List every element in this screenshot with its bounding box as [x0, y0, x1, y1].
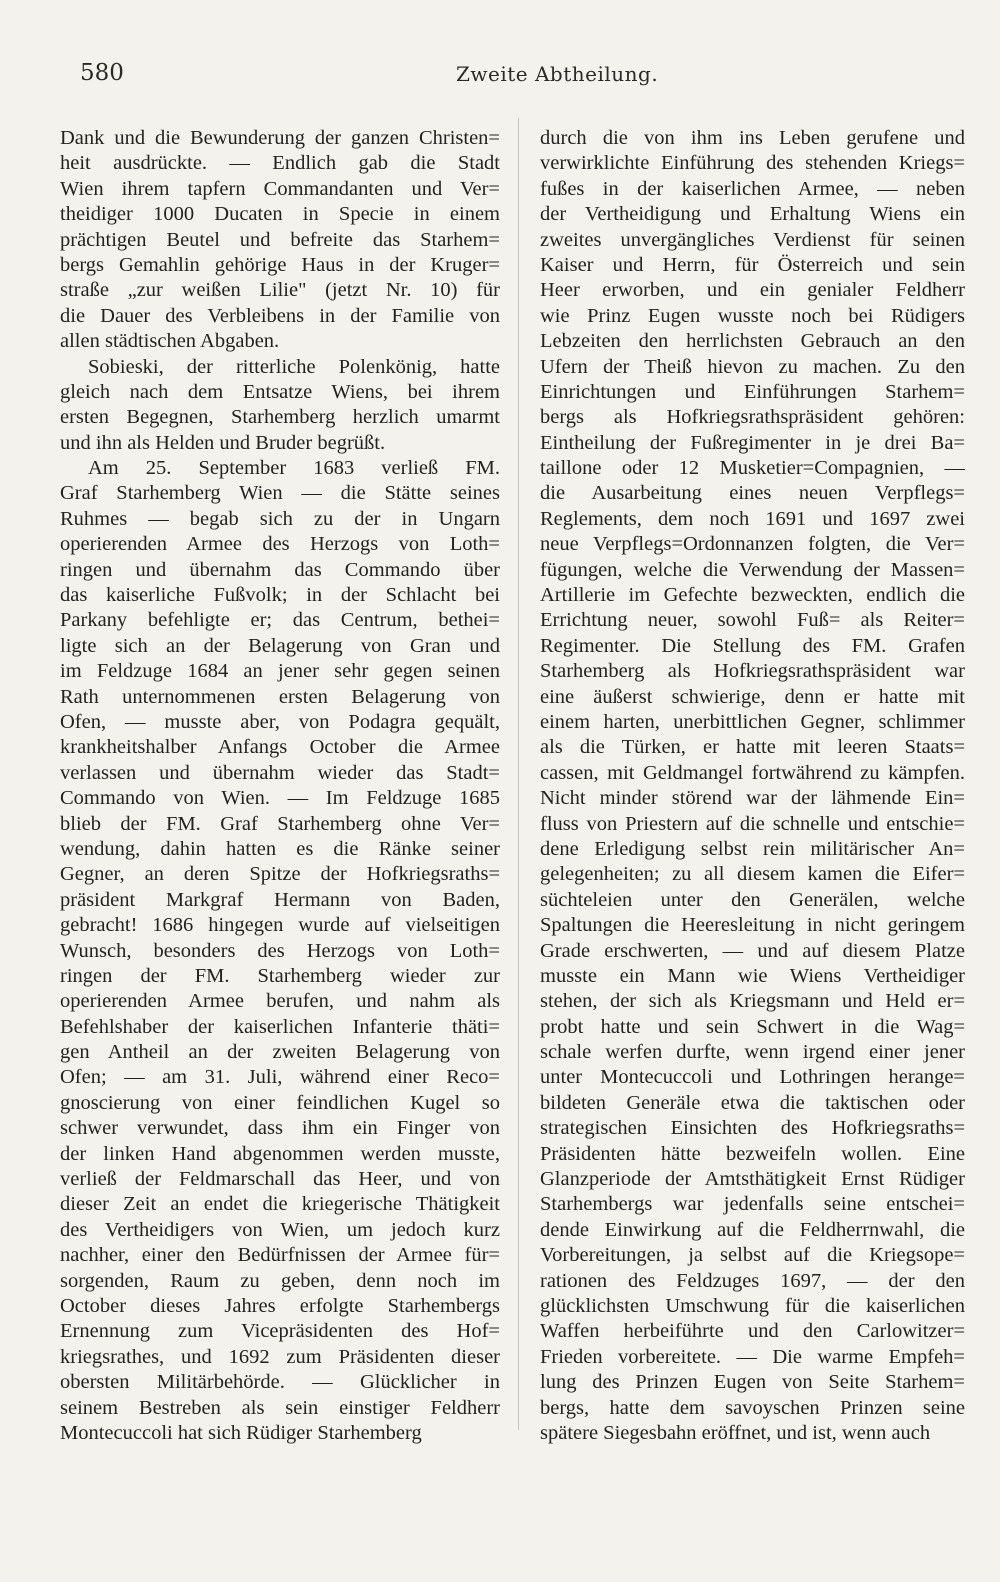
text-line: Präsidenten hätte bezweifeln wollen. Eine — [540, 1142, 965, 1165]
text-line: krankheitshalber Anfangs October die Armee — [60, 736, 500, 759]
left-text-column — [60, 126, 500, 1446]
text-line: rationen des Feldzuges 1697, — der den — [540, 1269, 965, 1292]
text-line: sorgenden, Raum zu geben, denn noch im — [60, 1269, 500, 1292]
text-line: blieb der FM. Graf Starhemberg ohne Ver= — [60, 812, 500, 835]
text-line: Ofen; — am 31. Juli, während einer Reco= — [60, 1066, 500, 1089]
text-line: Errichtung neuer, sowohl Fuß= als Reiter= — [540, 609, 965, 632]
text-line: ringen und übernahm das Commando über — [60, 558, 500, 581]
text-line: schale werfen durfte, wenn irgend einer jener — [540, 1041, 965, 1064]
text-line: Spaltungen die Heeresleitung in nicht geringem — [540, 914, 965, 937]
text-line: kriegsrathes, und 1692 zum Präsidenten dieser — [60, 1345, 500, 1368]
text-line: heit ausdrückte. — Endlich gab die Stadt — [60, 152, 500, 175]
text-line: theidiger 1000 Ducaten in Specie in einem — [60, 203, 500, 226]
text-line: Reglements, dem noch 1691 und 1697 zwei — [540, 507, 965, 530]
text-line: wie Prinz Eugen wusste noch bei Rüdigers — [540, 304, 965, 327]
text-line: der linken Hand abgenommen werden musste, — [60, 1142, 500, 1165]
running-head: Zweite Abtheilung. — [456, 62, 659, 86]
right-text-column — [540, 126, 965, 1446]
text-line: bergs Gemahlin gehörige Haus in der Kruger= — [60, 253, 500, 276]
text-line: dene Erledigung selbst rein militärischer An= — [540, 837, 965, 860]
text-line: Am 25. September 1683 verließ FM. — [88, 457, 500, 480]
text-line: dieser Zeit an endet die kriegerische Thätigkeit — [60, 1193, 500, 1216]
text-line: Befehlshaber der kaiserlichen Infanterie thäti= — [60, 1015, 500, 1038]
text-line: Grade erschwerten, — und auf diesem Platze — [540, 939, 965, 962]
text-line: verlassen und übernahm wieder das Stadt= — [60, 761, 500, 784]
text-line: bildeten Generäle etwa die taktischen oder — [540, 1091, 965, 1114]
text-line: strategischen Einsichten des Hofkriegsraths= — [540, 1117, 965, 1140]
text-line: neue Verpflegs=Ordonnanzen folgten, die Ver= — [540, 533, 965, 556]
text-line: Montecuccoli hat sich Rüdiger Starhemberg — [60, 1421, 422, 1444]
text-line: obersten Militärbehörde. — Glücklicher in — [60, 1371, 500, 1394]
text-line: fügungen, welche die Verwendung der Massen= — [540, 558, 965, 581]
text-line: im Feldzuge 1684 an jener sehr gegen seinen — [60, 660, 500, 683]
text-line: Regimenter. Die Stellung des FM. Grafen — [540, 634, 965, 657]
text-line: October dieses Jahres erfolgte Starhembergs — [60, 1294, 500, 1317]
text-line: straße „zur weißen Lilie" (jetzt Nr. 10) für — [60, 279, 500, 302]
text-line: das kaiserliche Fußvolk; in der Schlacht bei — [60, 584, 500, 607]
text-line: gleich nach dem Entsatze Wiens, bei ihrem — [60, 380, 500, 403]
column-divider — [518, 118, 519, 1430]
text-line: süchteleien unter den Generälen, welche — [540, 888, 965, 911]
text-line: Wien ihrem tapfern Commandanten und Ver= — [60, 177, 500, 200]
text-line: nachher, einer den Bedürfnissen der Armee für= — [60, 1244, 500, 1267]
text-line: Rath unternommenen ersten Belagerung von — [60, 685, 500, 708]
text-line: wendung, dahin hatten es die Ränke seiner — [60, 837, 500, 860]
text-line: Commando von Wien. — Im Feldzuge 1685 — [60, 787, 500, 810]
text-line: Graf Starhemberg Wien — die Stätte seines — [60, 482, 500, 505]
text-line: Glanzperiode der Amtsthätigkeit Ernst Rüdiger — [540, 1168, 965, 1191]
text-line: fußes in der kaiserlichen Armee, — neben — [540, 177, 965, 200]
text-line: fluss von Priestern auf die schnelle und entschie= — [540, 812, 965, 835]
text-line: Frieden vorbereitete. — Die warme Empfeh= — [540, 1345, 965, 1368]
text-line: Starhemberg als Hofkriegsrathspräsident war — [540, 660, 965, 683]
text-line: des Vertheidigers von Wien, um jedoch kurz — [60, 1218, 500, 1241]
text-line: stehen, der sich als Kriegsmann und Held er= — [540, 990, 965, 1013]
text-line: verließ der Feldmarschall das Heer, und von — [60, 1168, 500, 1191]
text-line: Ruhmes — begab sich zu der in Ungarn — [60, 507, 500, 530]
text-line: prächtigen Beutel und befreite das Starhem= — [60, 228, 500, 251]
text-line: gnoscierung von einer feindlichen Kugel so — [60, 1091, 500, 1114]
text-line: Artillerie im Gefechte bezweckten, endlich die — [540, 584, 965, 607]
text-line: bergs als Hofkriegsrathspräsident gehören: — [540, 406, 965, 429]
text-line: Wunsch, besonders des Herzogs von Loth= — [60, 939, 500, 962]
page-number: 580 — [80, 60, 124, 86]
text-line: der Vertheidigung und Erhaltung Wiens ein — [540, 203, 965, 226]
text-line: ligte sich an der Belagerung von Gran und — [60, 634, 500, 657]
text-line: Gegner, an deren Spitze der Hofkriegsraths= — [60, 863, 500, 886]
text-line: gen Antheil an der zweiten Belagerung von — [60, 1041, 500, 1064]
text-line: unter Montecuccoli und Lothringen herange= — [540, 1066, 965, 1089]
text-line: Lebzeiten den herrlichsten Gebrauch an den — [540, 330, 965, 353]
text-line: Heer erworben, und ein genialer Feldherr — [540, 279, 965, 302]
text-line: ersten Begegnen, Starhemberg herzlich umarmt — [60, 406, 500, 429]
text-line: Waffen herbeiführte und den Carlowitzer= — [540, 1320, 965, 1343]
text-line: Eintheilung der Fußregimenter in je drei Ba= — [540, 431, 965, 454]
text-line: ringen der FM. Starhemberg wieder zur — [60, 964, 500, 987]
text-line: Starhembergs war jedenfalls seine entschei= — [540, 1193, 965, 1216]
text-line: operierenden Armee des Herzogs von Loth= — [60, 533, 500, 556]
text-line: präsident Markgraf Hermann von Baden, — [60, 888, 500, 911]
text-line: durch die von ihm ins Leben gerufene und — [540, 127, 965, 149]
text-line: Vorbereitungen, ja selbst auf die Kriegsope= — [540, 1244, 965, 1267]
text-line: Nicht minder störend war der lähmende Ein= — [540, 787, 965, 810]
text-line: und ihn als Helden und Bruder begrüßt. — [60, 431, 386, 454]
text-line: glücklichsten Umschwung für die kaiserlichen — [540, 1294, 965, 1317]
text-line: spätere Siegesbahn eröffnet, und ist, wenn auch — [540, 1421, 931, 1444]
text-line: Ufern der Theiß hievon zu machen. Zu den — [540, 355, 965, 378]
text-line: Dank und die Bewunderung der ganzen Christen= — [60, 127, 500, 149]
text-line: Sobieski, der ritterliche Polenkönig, hatte — [88, 355, 500, 378]
text-line: schwer verwundet, dass ihm ein Finger von — [60, 1117, 500, 1140]
text-line: gelegenheiten; zu all diesem kamen die Eifer= — [540, 863, 965, 886]
text-line: taillone oder 12 Musketier=Compagnien, — — [540, 457, 965, 480]
text-line: operierenden Armee berufen, und nahm als — [60, 990, 500, 1013]
text-line: Ofen, — musste aber, von Podagra gequält, — [60, 710, 500, 733]
text-line: lung des Prinzen Eugen von Seite Starhem= — [540, 1371, 965, 1394]
text-line: die Dauer des Verbleibens in der Familie von — [60, 304, 500, 327]
text-line: Parkany befehligte er; das Centrum, bethei= — [60, 609, 500, 632]
text-line: die Ausarbeitung eines neuen Verpflegs= — [540, 482, 965, 505]
text-line: cassen, mit Geldmangel fortwährend zu kämpfen. — [540, 761, 965, 784]
text-line: gebracht! 1686 hingegen wurde auf vielseitigen — [60, 914, 500, 937]
text-line: Kaiser und Herrn, für Österreich und sein — [540, 253, 965, 276]
text-line: einem harten, unerbittlichen Gegner, schlimmer — [540, 710, 965, 733]
text-line: Einrichtungen und Einführungen Starhem= — [540, 380, 965, 403]
text-line: eine äußerst schwierige, denn er hatte mit — [540, 685, 965, 708]
text-line: allen städtischen Abgaben. — [60, 330, 280, 353]
text-line: Ernennung zum Vicepräsidenten des Hof= — [60, 1320, 500, 1343]
text-line: bergs, hatte dem savoyschen Prinzen seine — [540, 1396, 965, 1419]
text-line: seinem Bestreben als sein einstiger Feldherr — [60, 1396, 500, 1419]
text-line: als die Türken, er hatte mit leeren Staats= — [540, 736, 965, 759]
text-line: musste ein Mann wie Wiens Vertheidiger — [540, 964, 965, 987]
text-line: verwirklichte Einführung des stehenden Kriegs= — [540, 152, 965, 175]
text-line: probt hatte und sein Schwert in die Wag= — [540, 1015, 965, 1038]
text-line: dende Einwirkung auf die Feldherrnwahl, die — [540, 1218, 965, 1241]
text-line: zweites unvergängliches Verdienst für seinen — [540, 228, 965, 251]
